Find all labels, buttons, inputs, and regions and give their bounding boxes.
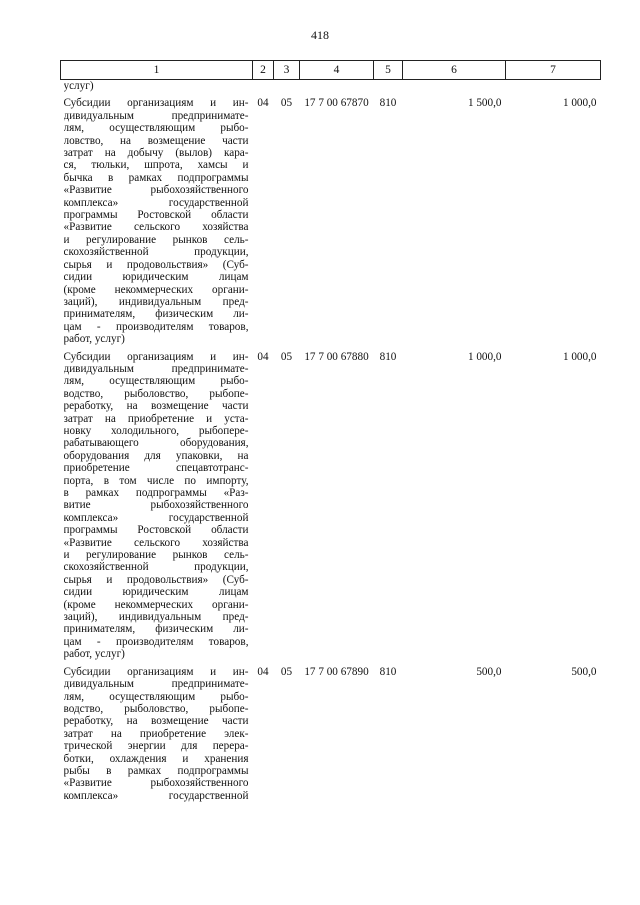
desc-line: заций), индивидуальным пред- (63, 611, 249, 624)
desc-line: лям, осуществляющим рыбо- (63, 122, 249, 135)
desc-line: рыбы в рамках подпрограммы (63, 764, 249, 777)
desc-line: «Развитие сельского хозяйства (63, 536, 249, 549)
desc-line: скохозяйственной продукции, (63, 246, 249, 259)
desc-line: затрат на добычу (вылов) кара- (63, 147, 249, 160)
target-article-code: 17 7 00 67890 (304, 665, 369, 678)
desc-line: цам - производителям товаров, (63, 320, 249, 333)
header-col-5: 5 (374, 61, 403, 80)
header-col-1: 1 (61, 61, 253, 80)
amount-year-1: 500,0 (476, 665, 502, 678)
desc-line: работ, услуг) (63, 648, 125, 661)
desc-line: водство, рыболовство, рыбопе- (63, 702, 249, 715)
desc-line: Субсидии организациям и ин- (63, 97, 249, 110)
desc-line: приобретение спецавтотранс- (63, 462, 249, 475)
desc-line: и регулирование рынков сель- (63, 549, 249, 562)
desc-line: витие рыбохозяйственного (63, 499, 249, 512)
target-article-code: 17 7 00 67880 (304, 350, 369, 363)
desc-line: дивидуальным предпринимате- (63, 362, 249, 375)
continuation-row (61, 80, 601, 93)
desc-line: затрат на приобретение элек- (63, 727, 249, 740)
table-body (61, 80, 601, 803)
desc-line: реработку, на возмещение части (63, 400, 249, 413)
header-col-3: 3 (274, 61, 300, 80)
desc-line: ловство, на возмещение части (63, 134, 249, 147)
desc-line: скохозяйственной продукции, (63, 561, 249, 574)
amount-year-1: 1 000,0 (467, 350, 502, 363)
expense-type-code: 810 (379, 665, 397, 678)
desc-line: программы Ростовской области (63, 524, 249, 537)
desc-line: сидии юридическим лицам (63, 586, 249, 599)
table-row (61, 92, 601, 345)
desc-line: (кроме некоммерческих органи- (63, 283, 249, 296)
header-col-2: 2 (253, 61, 274, 80)
expense-type-code: 810 (379, 350, 397, 363)
desc-line: в рамках подпрограммы «Раз- (63, 487, 249, 499)
desc-line: принимателям, физическим ли- (63, 308, 249, 321)
desc-line: комплекса» государственной (63, 196, 249, 209)
desc-line: трической энергии для перера- (63, 740, 249, 753)
amount-year-2: 1 000,0 (562, 97, 597, 110)
desc-line: и регулирование рынков сель- (63, 233, 249, 246)
desc-line: «Развитие рыбохозяйственного (63, 184, 249, 197)
desc-line: «Развитие рыбохозяйственного (63, 777, 249, 790)
desc-line: программы Ростовской области (63, 209, 249, 222)
header-col-6: 6 (403, 61, 506, 80)
expense-type-code: 810 (379, 97, 397, 110)
desc-line: порта, в том числе по импорту, (63, 474, 249, 487)
desc-line: бычка в рамках подпрограммы (63, 171, 249, 184)
header-col-4: 4 (300, 61, 374, 80)
desc-line: (кроме некоммерческих органи- (63, 598, 249, 611)
budget-table (60, 60, 601, 802)
page-number: 418 (311, 28, 329, 42)
desc-line: сидии юридическим лицам (63, 271, 249, 284)
desc-line: «Развитие сельского хозяйства (63, 221, 249, 234)
section-code: 04 (257, 97, 269, 110)
row-description (61, 661, 253, 802)
table-row (61, 661, 601, 802)
amount-year-2: 500,0 (571, 665, 597, 678)
amount-year-2: 1 000,0 (562, 350, 597, 363)
desc-line: новку холодильного, рыбопере- (63, 424, 249, 437)
desc-line: комплекса» государственной (63, 511, 249, 524)
desc-line: заций), индивидуальным пред- (63, 295, 249, 308)
desc-line: рабатывающего оборудования, (63, 437, 249, 450)
desc-line: реработку, на возмещение части (63, 715, 249, 728)
section-code: 04 (257, 665, 269, 678)
row-description (61, 92, 253, 345)
amount-year-1: 1 500,0 (467, 97, 502, 110)
desc-line: затрат на приобретение и уста- (63, 412, 249, 425)
desc-line: лям, осуществляющим рыбо- (63, 375, 249, 388)
header-col-7: 7 (506, 61, 601, 80)
section-code: 04 (257, 350, 269, 363)
desc-line: услуг) (63, 80, 94, 92)
desc-line: сырья и продовольствия» (Суб- (63, 573, 249, 586)
desc-line: цам - производителям товаров, (63, 635, 249, 648)
desc-line: сырья и продовольствия» (Суб- (63, 258, 249, 271)
continuation-text (61, 80, 253, 93)
desc-line: дивидуальным предпринимате- (63, 109, 249, 122)
desc-line: оборудования для упаковки, на (63, 449, 249, 462)
desc-line: принимателям, физическим ли- (63, 623, 249, 636)
desc-line: водство, рыболовство, рыбопе- (63, 387, 249, 400)
desc-line: работ, услуг) (63, 333, 125, 346)
subsection-code: 05 (280, 665, 293, 678)
target-article-code: 17 7 00 67870 (304, 97, 369, 110)
subsection-code: 05 (280, 350, 293, 363)
desc-line: ботки, охлаждения и хранения (63, 752, 249, 765)
desc-line: дивидуальным предпринимате- (63, 678, 249, 691)
desc-line: ся, тюльки, шпрота, хамсы и (63, 159, 249, 172)
desc-line: лям, осуществляющим рыбо- (63, 690, 249, 703)
table-row (61, 346, 601, 661)
table-header (61, 61, 601, 80)
subsection-code: 05 (280, 97, 293, 110)
desc-line: комплекса» государственной (63, 789, 249, 802)
desc-line: Субсидии организациям и ин- (63, 665, 249, 678)
desc-line: Субсидии организациям и ин- (63, 350, 249, 363)
row-description (61, 346, 253, 661)
